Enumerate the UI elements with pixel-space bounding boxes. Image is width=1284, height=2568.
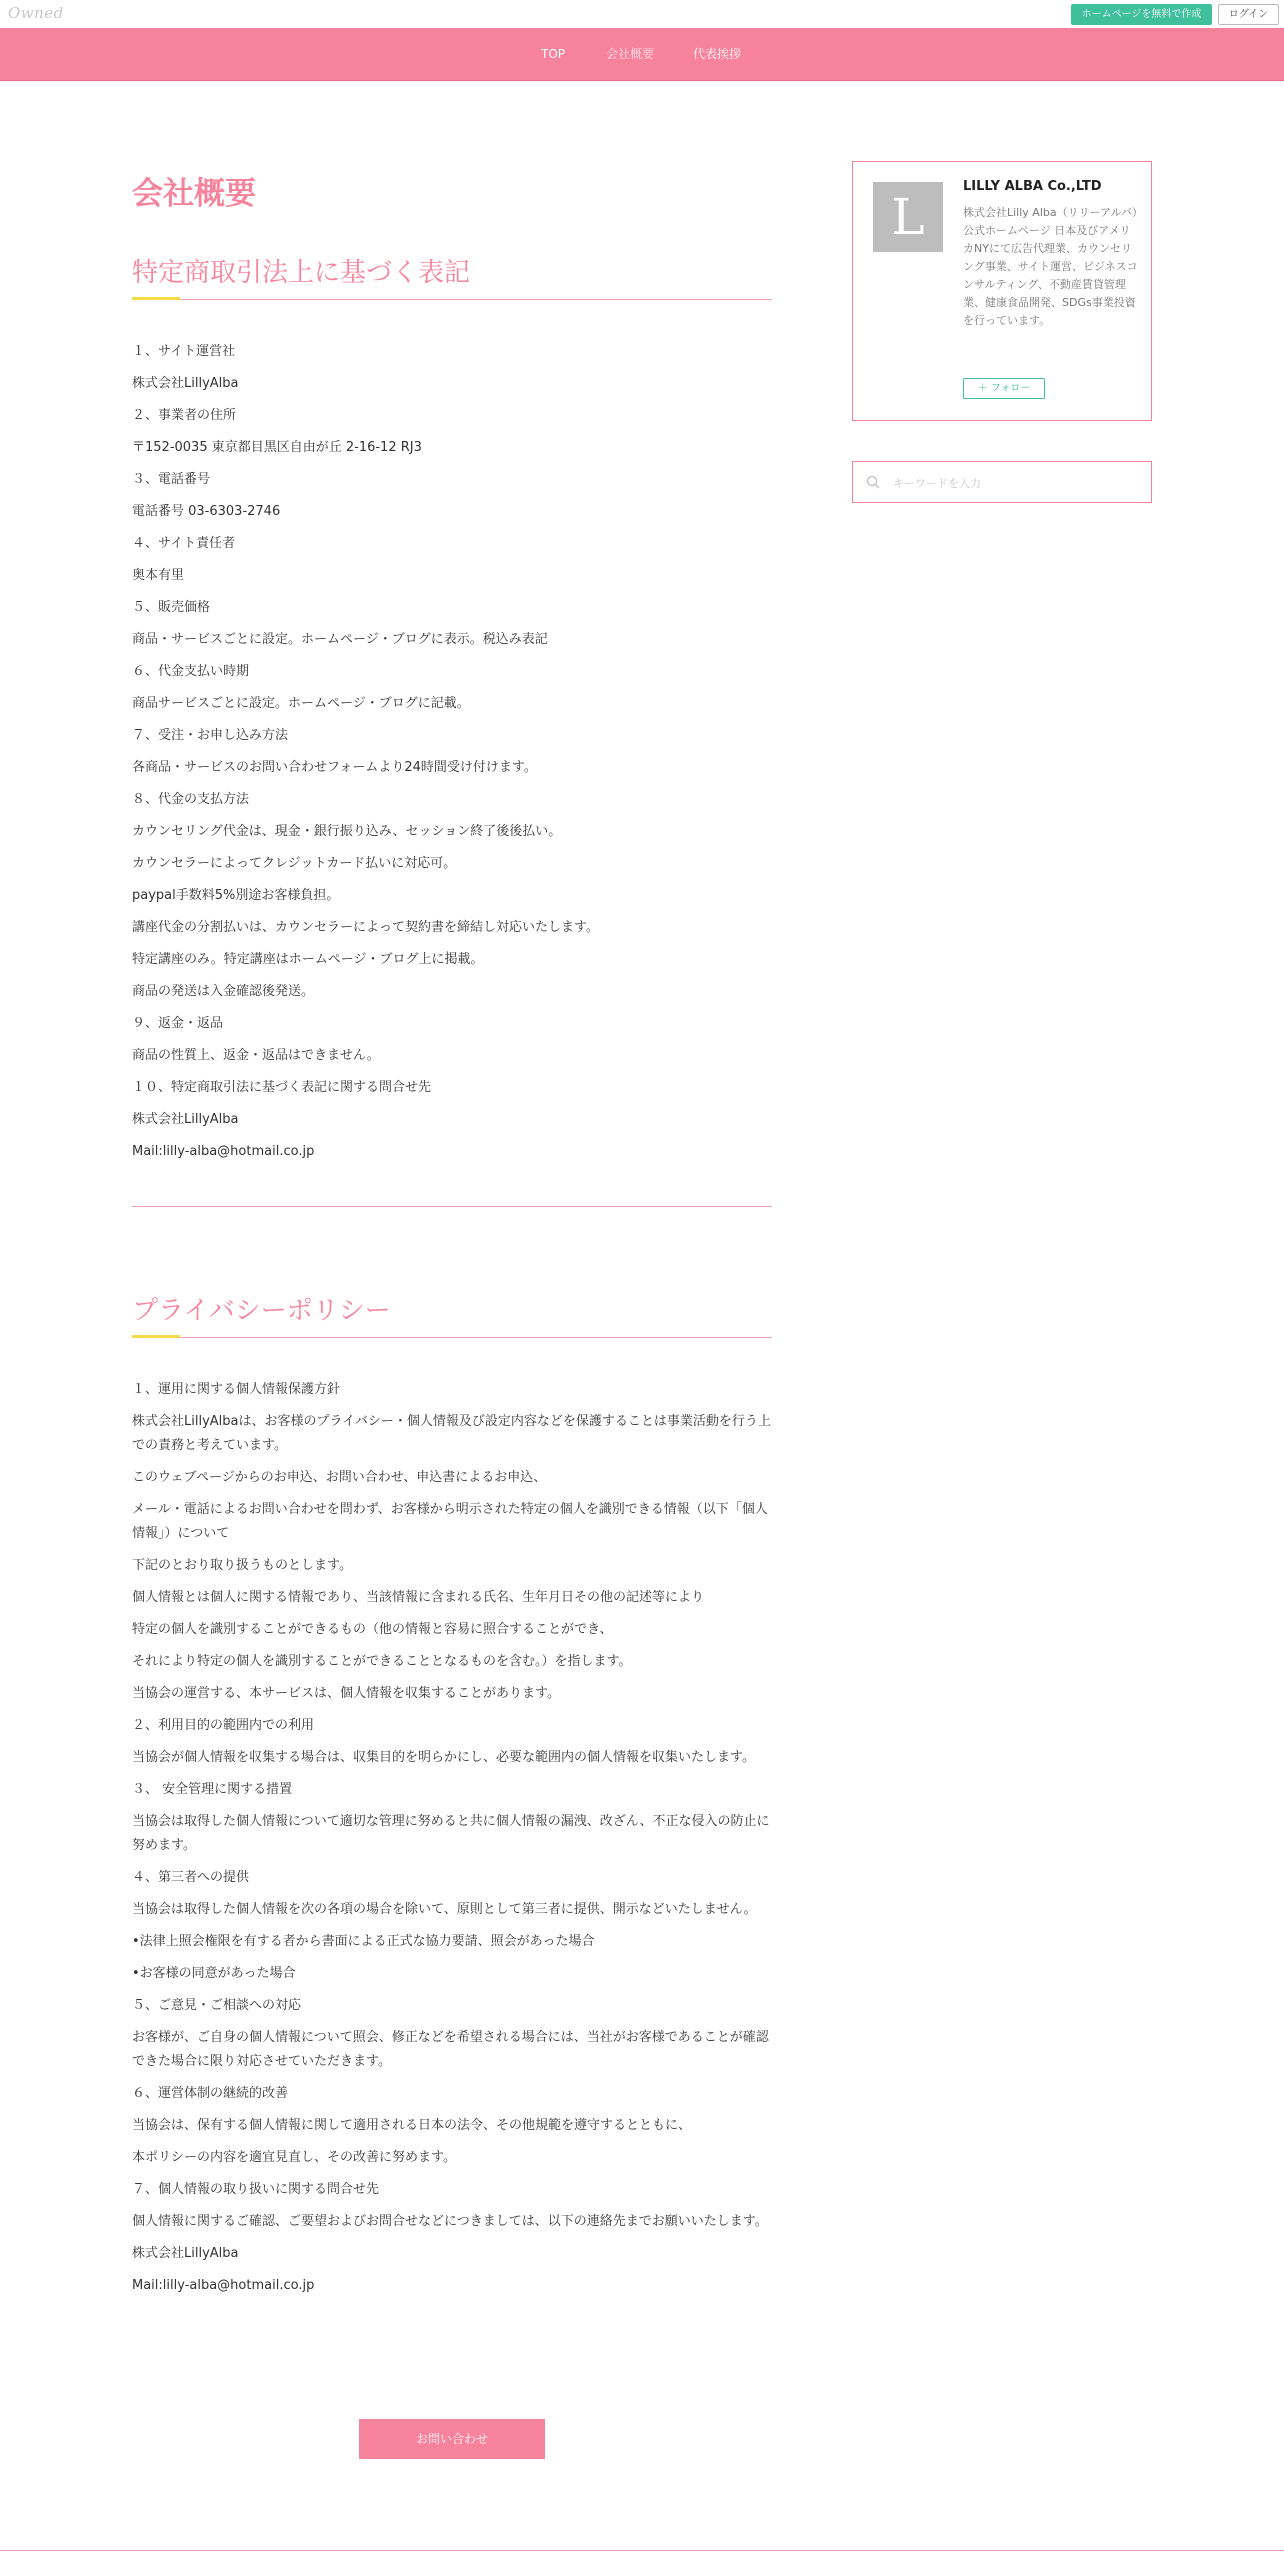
- privacy-line: ６、運営体制の継続的改善: [132, 2086, 289, 2101]
- privacy-line: 本ポリシーの内容を適宜見直し、その改善に努めます。: [132, 2150, 456, 2165]
- heading-accent: [132, 1335, 180, 1338]
- tokusho-line: カウンセリング代金は、現金・銀行振り込み、セッション終了後後払い。: [132, 824, 562, 839]
- top-bar: [0, 0, 1284, 28]
- heading-underline: [132, 299, 772, 300]
- tokusho-line: 商品サービスごとに設定。ホームページ・ブログに記載。: [132, 696, 470, 711]
- follow-button[interactable]: ＋ フォロー: [963, 378, 1045, 399]
- tokusho-line: ９、返金・返品: [132, 1016, 224, 1031]
- privacy-line: •お客様の同意があった場合: [132, 1966, 296, 1981]
- tokusho-line: ８、代金の支払方法: [132, 792, 250, 807]
- tokusho-line: paypal手数料5%別途お客様負担。: [132, 888, 340, 903]
- privacy-line: 当協会は取得した個人情報を次の各項の場合を除いて、原則として第三者に提供、開示などいたしません。: [132, 1902, 757, 1917]
- main-nav: [0, 28, 1284, 81]
- tokusho-line: 講座代金の分割払いは、カウンセラーによって契約書を締結し対応いたします。: [132, 920, 599, 935]
- profile-description: 株式会社Lilly Alba（リリーアルバ）公式ホームページ 日本及びアメリカNYにて広告代理業、カウンセリング事業、サイト運営、ビジネスコンサルティング、不動産賃貸管理業、健康食品開発、SDGs事業投資を行っています。: [963, 206, 1138, 327]
- tokusho-line: 商品・サービスごとに設定。ホームページ・ブログに表示。税込み表記: [132, 632, 548, 647]
- create-homepage-button[interactable]: ホームページを無料で作成: [1071, 4, 1212, 25]
- page-title: 会社概要: [132, 176, 256, 212]
- tokusho-line: 各商品・サービスのお問い合わせフォームより24時間受け付けます。: [132, 760, 537, 775]
- privacy-line: 下記のとおり取り扱うものとします。: [132, 1558, 352, 1573]
- privacy-line: このウェブページからのお申込、お問い合わせ、申込書によるお申込、: [132, 1470, 547, 1485]
- privacy-line: 当協会は取得した個人情報について適切な管理に努めると共に個人情報の漏洩、改ざん、不正な侵入の防止に努めます。: [132, 1814, 770, 1853]
- privacy-line: 特定の個人を識別することができるもの（他の情報と容易に照合することができ、: [132, 1622, 613, 1637]
- privacy-line: それにより特定の個人を識別することができることとなるものを含む。）を指します。: [132, 1654, 632, 1669]
- tokusho-line: カウンセラーによってクレジットカード払いに対応可。: [132, 856, 457, 871]
- privacy-line: ２、利用目的の範囲内での利用: [132, 1718, 315, 1733]
- tokusho-line: ５、販売価格: [132, 600, 211, 615]
- tokusho-text: [132, 340, 772, 1172]
- privacy-line: ５、ご意見・ご相談への対応: [132, 1998, 302, 2013]
- tokusho-line: ６、代金支払い時期: [132, 664, 250, 679]
- tokusho-line: ３、電話番号: [132, 472, 211, 487]
- privacy-line: 当協会の運営する、本サービスは、個人情報を収集することがあります。: [132, 1686, 560, 1701]
- section-heading-privacy: プライバシーポリシー: [132, 1296, 391, 1326]
- nav-item-greeting[interactable]: 代表挨拶: [693, 47, 742, 61]
- tokusho-line: 特定講座のみ。特定講座はホームページ・ブログ上に掲載。: [132, 952, 484, 967]
- contact-button[interactable]: お問い合わせ: [359, 2419, 545, 2459]
- tokusho-line: 商品の性質上、返金・返品はできません。: [132, 1048, 380, 1063]
- search-icon: [866, 475, 880, 489]
- tokusho-line: 株式会社LillyAlba: [132, 376, 239, 391]
- tokusho-line: 商品の発送は入金確認後発送。: [132, 984, 315, 999]
- privacy-line: 個人情報に関するご確認、ご要望およびお問合せなどにつきましては、以下の連絡先までお願いいたします。: [132, 2214, 768, 2229]
- tokusho-line: ２、事業者の住所: [132, 408, 237, 423]
- heading-underline: [132, 1337, 772, 1338]
- tokusho-line: 株式会社LillyAlba: [132, 1112, 239, 1127]
- nav-item-company[interactable]: 会社概要: [606, 47, 655, 61]
- section-heading-tokusho: 特定商取引法上に基づく表記: [132, 258, 471, 288]
- footer-divider: [0, 2550, 1284, 2551]
- profile-card: [852, 161, 1152, 421]
- tokusho-line: 電話番号 03-6303-2746: [132, 504, 281, 519]
- privacy-line: ４、第三者への提供: [132, 1870, 250, 1885]
- tokusho-line: 〒152-0035 東京都目黒区自由が丘 2-16-12 RJ3: [132, 440, 422, 455]
- profile-name[interactable]: LILLY ALBA Co.,LTD: [963, 179, 1102, 194]
- privacy-line: 株式会社LillyAlbaは、お客様のプライバシー・個人情報及び設定内容などを保護することは事業活動を行う上での責務と考えています。: [132, 1414, 771, 1453]
- nav-item-top[interactable]: TOP: [541, 47, 566, 61]
- privacy-line: お客様が、ご自身の個人情報について照会、修正などを希望される場合には、当社がお客様であることが確認できた場合に限り対応させていただきます。: [132, 2030, 769, 2069]
- login-button[interactable]: ログイン: [1218, 4, 1279, 25]
- heading-accent: [132, 297, 180, 300]
- tokusho-line: ４、サイト責任者: [132, 536, 236, 551]
- privacy-line: 個人情報とは個人に関する情報であり、当該情報に含まれる氏名、生年月日その他の記述等により: [132, 1590, 705, 1605]
- privacy-line: Mail:lilly-alba@hotmail.co.jp: [132, 2278, 315, 2293]
- site-logo[interactable]: Owned: [8, 4, 64, 22]
- privacy-line: 当協会が個人情報を収集する場合は、収集目的を明らかにし、必要な範囲内の個人情報を収集いたします。: [132, 1750, 755, 1765]
- tokusho-line: １０、特定商取引法に基づく表記に関する問合せ先: [132, 1080, 432, 1095]
- privacy-text: [132, 1378, 772, 2306]
- privacy-line: •法律上照会権限を有する者から書面による正式な協力要請、照会があった場合: [132, 1934, 595, 1949]
- tokusho-line: 奥本有里: [132, 568, 185, 583]
- privacy-line: １、運用に関する個人情報保護方針: [132, 1382, 341, 1397]
- privacy-line: ７、個人情報の取り扱いに関する問合せ先: [132, 2182, 380, 2197]
- privacy-line: 株式会社LillyAlba: [132, 2246, 239, 2261]
- tokusho-line: ７、受注・お申し込み方法: [132, 728, 289, 743]
- privacy-line: 当協会は、保有する個人情報に関して適用される日本の法令、その他規範を遵守するとともに、: [132, 2118, 692, 2133]
- privacy-line: メール・電話によるお問い合わせを問わず、お客様から明示された特定の個人を識別できる情報（以下「個人情報」）について: [132, 1502, 768, 1541]
- tokusho-line: １、サイト運営社: [132, 344, 236, 359]
- section-divider: [132, 1206, 772, 1207]
- avatar[interactable]: L: [873, 182, 943, 252]
- search-box: [852, 461, 1152, 503]
- privacy-line: ３、 安全管理に関する措置: [132, 1782, 293, 1797]
- search-input[interactable]: [891, 470, 1145, 496]
- tokusho-line: Mail:lilly-alba@hotmail.co.jp: [132, 1144, 315, 1159]
